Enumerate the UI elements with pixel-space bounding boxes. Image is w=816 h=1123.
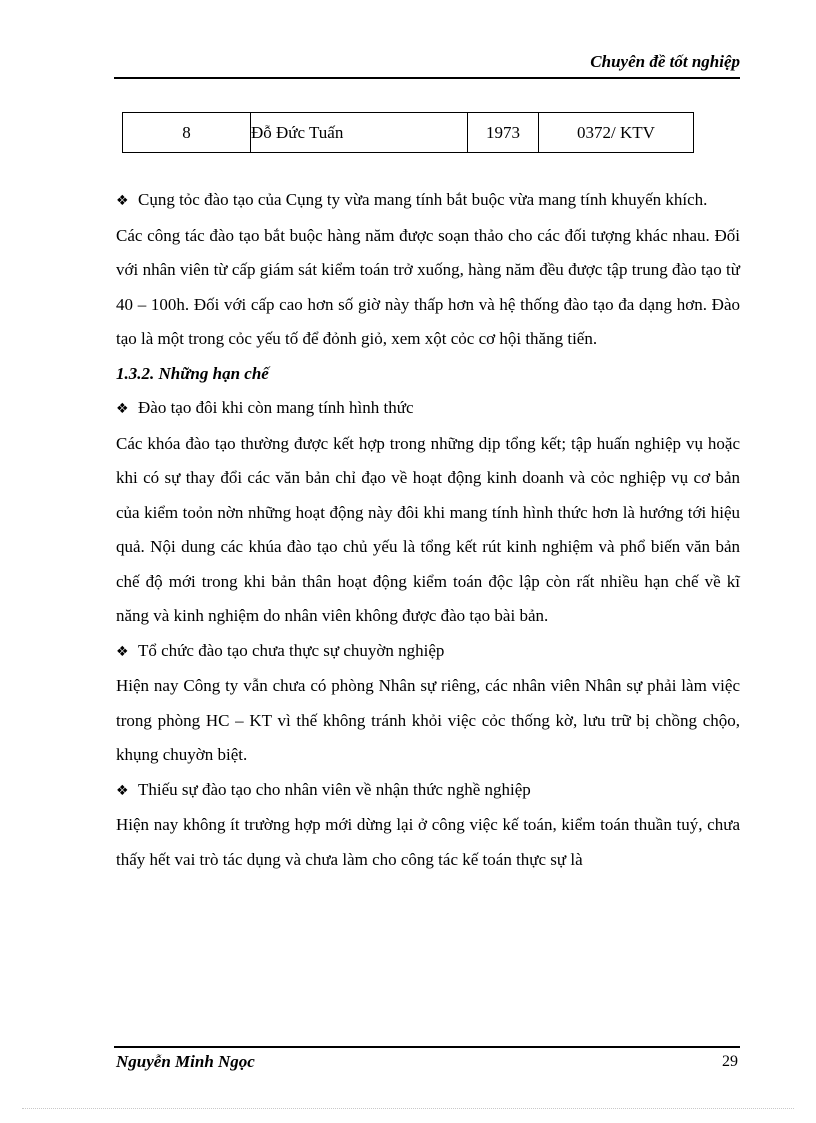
cell-certificate: 0372/ KTV bbox=[539, 113, 694, 153]
staff-table bbox=[122, 112, 694, 153]
diamond-bullet-icon: ❖ bbox=[116, 401, 129, 417]
footer-divider bbox=[114, 1046, 740, 1048]
header-title: Chuyên đề tốt nghiệp bbox=[590, 52, 740, 71]
diamond-bullet-icon: ❖ bbox=[116, 782, 129, 799]
bullet-paragraph bbox=[116, 391, 740, 427]
paragraph: Hiện nay không ít trường hợp mới dừng lại ở công việc kế toán, kiểm toán thuần tuý, chưa thấy hết vai trò tác dụng và chưa làm cho công tác kế toán thực sự là bbox=[116, 815, 740, 869]
bullet-paragraph bbox=[116, 634, 740, 670]
footer-author: Nguyễn Minh Ngọc bbox=[116, 1052, 255, 1071]
cell-name: Đỗ Đức Tuấn bbox=[251, 113, 468, 153]
cell-number: 8 bbox=[123, 113, 251, 153]
bullet-paragraph bbox=[116, 773, 740, 809]
bullet-text: Cụng tỏc đào tạo của Cụng ty vừa mang tính bắt buộc vừa mang tính khuyến khích. bbox=[138, 190, 708, 209]
header-divider bbox=[114, 77, 740, 79]
diamond-bullet-icon: ❖ bbox=[116, 193, 129, 209]
bullet-paragraph bbox=[116, 183, 740, 219]
body-text bbox=[116, 183, 740, 877]
paragraph: Các khóa đào tạo thường được kết hợp trong những dịp tổng kết; tập huấn nghiệp vụ hoặc khi có sự thay đổi các văn bản chỉ đạo về hoạt động kinh doanh và cỏc nghiệp vụ cơ bản của kiểm toỏn nờn những hoạt động này đôi khi mang tính hình thức hơn là hướng tới hiệu quả. Nội dung các khúa đào tạo chủ yếu là tổng kết rút kinh nghiệm và phổ biến văn bản chế độ mới trong khi bản thân hoạt động kiểm toán độc lập còn rất nhiều hạn chế về kĩ năng và kinh nghiệm do nhân viên không được đào tạo bài bản. bbox=[116, 433, 740, 625]
paragraph: Hiện nay Công ty vẫn chưa có phòng Nhân sự riêng, các nhân viên Nhân sự phải làm việc trong phòng HC – KT vì thế không tránh khỏi việc cỏc thống kờ, lưu trữ bị chồng chộo, khụng chuyờn biệt. bbox=[116, 676, 740, 764]
page-number: 29 bbox=[722, 1053, 738, 1070]
table-row bbox=[123, 113, 694, 153]
diamond-bullet-icon: ❖ bbox=[116, 643, 129, 660]
paragraph: Các công tác đào tạo bắt buộc hàng năm được soạn thảo cho các đối tượng khác nhau. Đối với nhân viên từ cấp giám sát kiểm toán trở xuống, hàng năm đều được tập trung đào tạo từ 40 – 100h. Đối với cấp cao hơn số giờ này thấp hơn và hệ thống đào tạo đa dạng hơn. Đào tạo là một trong cỏc yếu tố để đỏnh giỏ, xem xột cỏc cơ hội thăng tiến. bbox=[116, 225, 740, 348]
cell-birth-year: 1973 bbox=[468, 113, 539, 153]
bullet-text: Đào tạo đôi khi còn mang tính hình thức bbox=[138, 398, 414, 417]
page-edge-divider bbox=[22, 1108, 794, 1109]
bullet-text: Tổ chức đào tạo chưa thực sự chuyờn nghiệp bbox=[138, 640, 445, 660]
section-heading: 1.3.2. Những hạn chế bbox=[116, 363, 269, 383]
bullet-text: Thiếu sự đào tạo cho nhân viên về nhận thức nghề nghiệp bbox=[138, 779, 531, 799]
